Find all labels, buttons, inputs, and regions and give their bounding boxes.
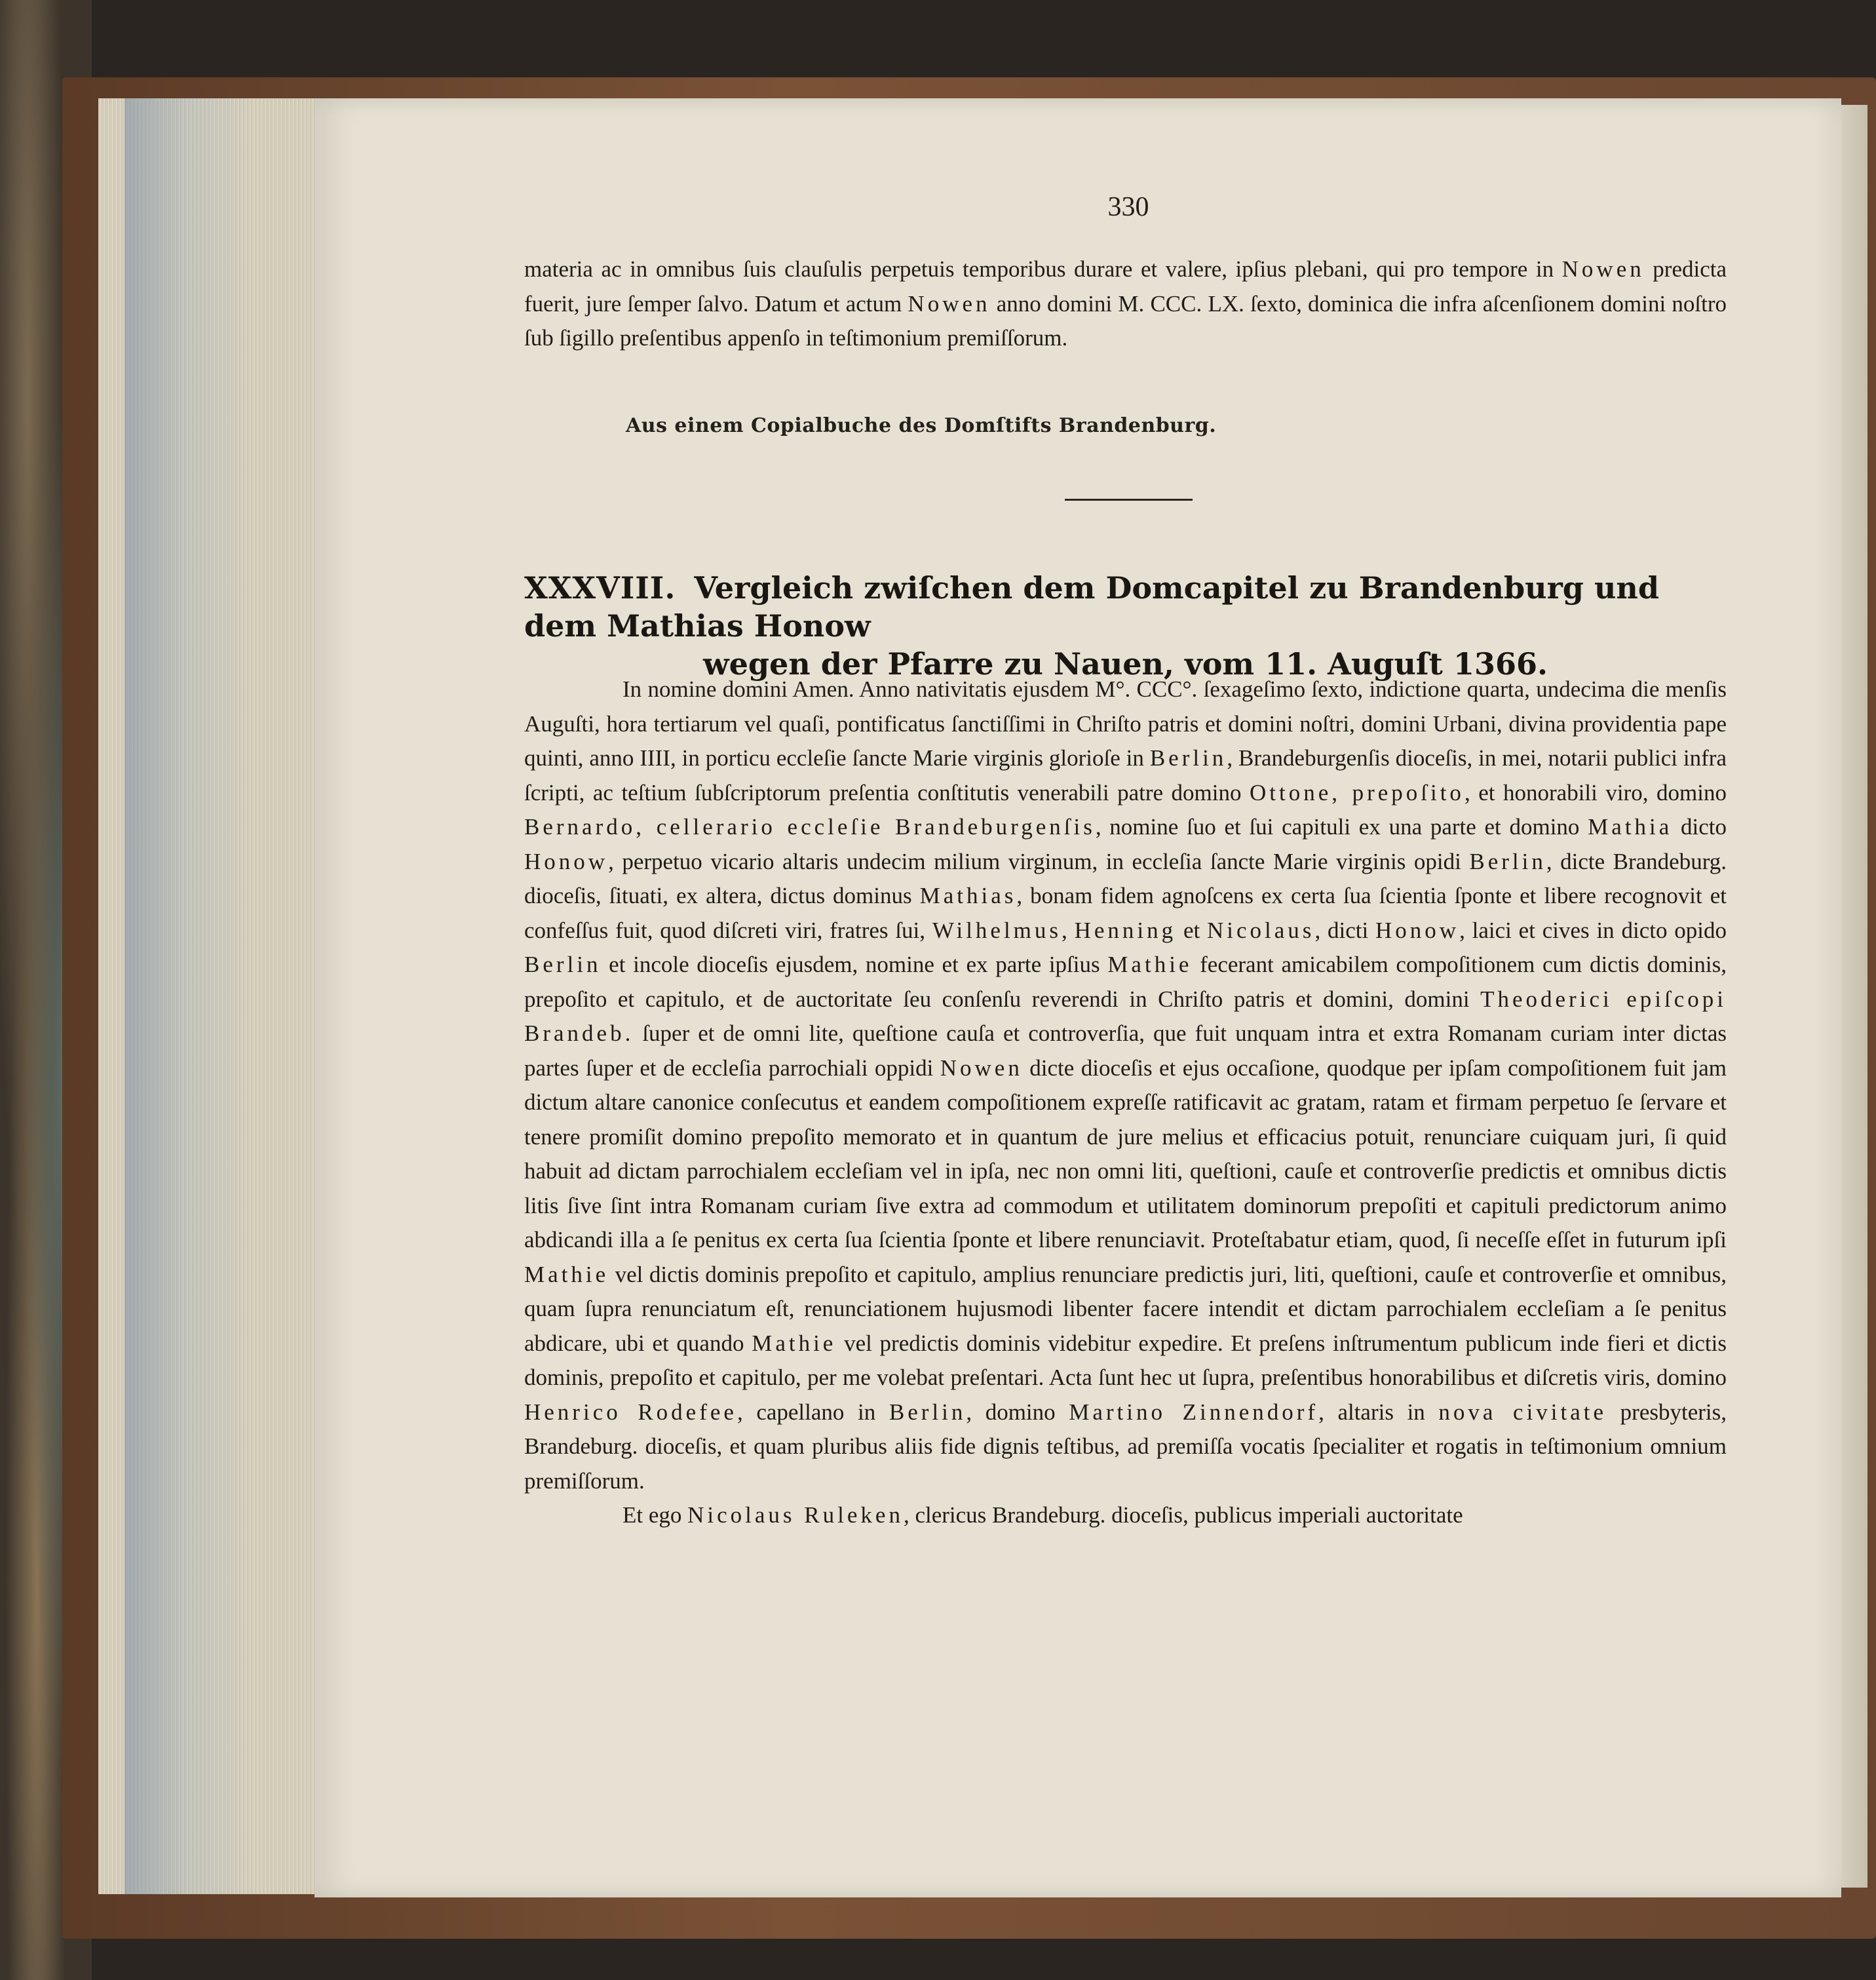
person-name: Theoderici epiſcopi Brandeb.: [524, 986, 1727, 1046]
text-run: , bonam fidem agnoſcens ex certa ſua ſcientia ſponte et libere recognovit et confeſſus fuit, quod diſcreti viri, fratres ſui,: [524, 883, 1727, 943]
place-name: Berlin: [1149, 745, 1227, 771]
person-name: Mathie: [1107, 952, 1193, 977]
document-number: XXXVIII.: [524, 570, 676, 606]
text-run: vel predictis dominis videbitur expedire. Et preſens inſtrumentum publicum inde fieri et dictis dominis, prepoſito et capitulo, per me volebat preſentari. Acta ſunt hec ut ſupra, preſentibus honorabilibus et diſcretis viris, domino: [524, 1330, 1727, 1390]
person-name: Ottone, prepoſito: [1250, 779, 1464, 806]
text-run: , laici et cives in dicto opido: [1459, 917, 1727, 943]
text-run: predicta fuerit, jure ſemper ſalvo. Datum et actum: [524, 256, 1727, 317]
place-name: Berlin: [524, 952, 602, 977]
text-run: , dicti: [1314, 917, 1376, 943]
text-run: materia ac in omnibus ſuis clauſulis perpetuis temporibus durare et valere, ipſius plebani, qui pro tempore in: [524, 256, 1562, 282]
text-run: vel dictis dominis prepoſito et capitulo, amplius renunciare predictis juri, liti, queſtioni, cauſe et controverſie et omnibus, quam ſupra renunciatum eſt, renunciationem hujusmodi libenter facere intendit et dictam parrochialem eccleſiam a ſe penitus abdicare, ubi et quando: [524, 1261, 1727, 1356]
page-edges: [98, 98, 321, 1894]
person-name: Henrico Rodefee: [524, 1399, 737, 1425]
body-paragraph: [524, 672, 1727, 1498]
text-run: , nomine ſuo et ſui capituli ex una parte et domino: [1095, 814, 1588, 840]
text-run: In nomine domini Amen. Anno nativitatis ejusdem M°. CCC°. ſexageſimo ſexto, indictione quarta, undecima die menſis Auguſti, hora tertiarum vel quaſi, pontificatus ſanctiſſimi in Chriſto patris et domini noſtri, domini Urbani, divina providentia pape quinti, anno IIII, in porticu eccleſie ſancte Marie virginis glorioſe in: [524, 676, 1727, 771]
person-name: Mathie: [524, 1261, 609, 1287]
page-number: 330: [1107, 192, 1149, 222]
text-run: , et honorabili viro, domino: [1464, 779, 1727, 806]
text-run: , capellano in: [737, 1399, 889, 1425]
text-run: fecerant amicabilem compoſitionem cum dictis dominis, prepoſito et capitulo, et de auctoritate ſeu conſenſu reverendi in Chriſto patris et domini, domini: [524, 952, 1727, 1012]
place-name: Berlin: [1469, 848, 1546, 874]
person-name: Wilhelmus: [932, 917, 1062, 943]
person-name: Mathia: [1588, 814, 1673, 840]
text-run: , dicte Brandeburg. dioceſis, ſituati, ex altera, dictus dominus: [524, 848, 1727, 908]
document-body: [524, 672, 1727, 1533]
heading-line-2: wegen der Pfarre zu Nauen, vom 11. Auguſt 1366.: [703, 646, 1548, 682]
person-name: Nicolaus Ruleken: [687, 1502, 904, 1528]
text-run: anno domini M. CCC. LX. ſexto, dominica die infra aſcenſionem domini noſtro ſub ſigillo preſentibus appenſo in teſtimonium premiſſorum.: [524, 290, 1727, 351]
text-run: ,: [1062, 917, 1075, 943]
text-run: , perpetuo vicario altaris undecim milium virginum, in eccleſia ſancte Marie virginis opidi: [608, 848, 1470, 874]
text-run: ſuper et de omni lite, queſtione cauſa et controverſia, que fuit unquam intra et extra Romanam curiam inter dictas partes ſuper et de eccleſia parrochiali oppidi: [524, 1020, 1727, 1081]
body-paragraph: [524, 1498, 1727, 1533]
place-name: Berlin: [889, 1399, 967, 1425]
heading-line-1: Vergleich zwiſchen dem Domcapitel zu Brandenburg und dem Mathias Honow: [524, 570, 1660, 644]
source-citation: Aus einem Copialbuche des Domſtifts Brandenburg.: [626, 414, 1217, 437]
text-run: , domino: [966, 1399, 1069, 1425]
place-name: Nowen: [940, 1055, 1023, 1081]
text-run: , altaris in: [1318, 1399, 1439, 1425]
text-run: dicto: [1672, 814, 1727, 840]
document-heading: [524, 569, 1727, 683]
place-name: Nowen: [1561, 256, 1645, 282]
text-run: et incole dioceſis ejusdem, nomine et ex parte ipſius: [601, 952, 1108, 977]
person-name: Honow: [1375, 917, 1460, 943]
text-run: presbyteris, Brandeburg. dioceſis, et quam pluribus aliis fide dignis teſtibus, ad premiſſa vocatis ſpecialiter et rogatis in teſtimonium omnium premiſſorum.: [524, 1399, 1727, 1494]
person-name: Martino Zinnendorf: [1069, 1399, 1319, 1425]
place-name: nova civitate: [1438, 1399, 1607, 1425]
text-run: et: [1176, 917, 1208, 943]
section-divider: [1065, 499, 1193, 501]
person-name: Henning: [1074, 917, 1177, 943]
person-name: Mathias: [919, 883, 1017, 908]
text-run: dicte dioceſis et ejus occaſione, quodque per ipſam compoſitionem fuit jam dictum altare canonice conſecutus et eandem compoſitionem expreſſe ratificavit ac gratam, ratam et firmam perpetuo ſe ſervare et tenere promiſit domino prepoſito memorato et in quantum de jure melius et efficacius potuit, renunciare cuiquam juri, ſi quid habuit ad dictam parrochialem eccleſiam vel in ipſa, nec non omni liti, queſtioni, cauſe et controverſie predictis et omnibus dictis litis ſive ſint intra Romanam curiam ſive extra ad commodum et utilitatem dominorum prepoſiti et capituli predictorum animo abdicandi illa a ſe penitus ex certa ſua ſcientia ſponte et libere renunciavit. Proteſtabatur etiam, quod, ſi neceſſe eſſet in futurum ipſi: [524, 1055, 1727, 1252]
person-name: Mathie: [752, 1330, 837, 1356]
person-name: Nicolaus: [1207, 917, 1315, 943]
text-run: , clericus Brandeburg. dioceſis, publicus imperiali auctoritate: [903, 1502, 1463, 1528]
person-name: Bernardo, cellerario eccleſie Brandeburgenſis: [524, 814, 1096, 840]
person-name: Honow: [524, 848, 609, 874]
text-run: , Brandeburgenſis dioceſis, in mei, notarii publici infra ſcripti, ac teſtium ſubſcriptorum preſentia conſtitutis venerabili patre domino: [524, 745, 1727, 806]
text-run: Et ego: [622, 1502, 688, 1528]
place-name: Nowen: [908, 290, 991, 317]
top-paragraph: [524, 252, 1727, 356]
